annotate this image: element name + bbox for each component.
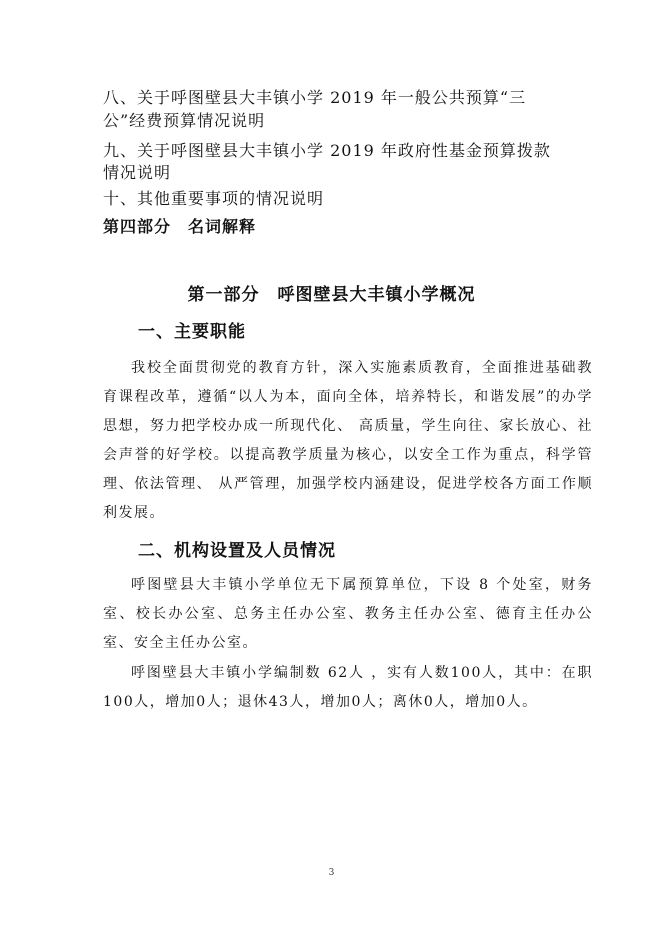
section-1-heading: 一、主要职能 xyxy=(138,322,246,342)
part-1-title: 第一部分 呼图壁县大丰镇小学概况 xyxy=(187,285,476,305)
toc-part-4: 第四部分 名词解释 xyxy=(103,217,257,236)
toc-item-8-line1: 八、关于呼图壁县大丰镇小学 2019 年一般公共预算“三 xyxy=(103,88,527,107)
toc-item-9-line2: 情况说明 xyxy=(103,163,172,182)
toc-item-8-line2: 公”经费预算情况说明 xyxy=(103,111,266,130)
section-2-heading: 二、机构设置及人员情况 xyxy=(138,541,336,561)
page-number: 3 xyxy=(328,868,335,878)
section-1-body: 我校全面贯彻党的教育方针，深入实施素质教育，全面推进基础教育课程改革，遵循“以人为本，面向全体，培养特长，和谐发展”的办学思想，努力把学校办成一所现代化、 高质量，学生向往、家长放心、社会声誉的好学校。以提高教学质量为核心，以安全工作为重点，科学管理、依法管理、 从严管理，加强学校内涵建设，促进学校各方面工作顺利发展。 xyxy=(103,360,593,521)
toc-item-10: 十、其他重要事项的情况说明 xyxy=(103,189,325,208)
section-2-body-2: 呼图壁县大丰镇小学编制数 62人 ，实有人数100人，其中：在职100人，增加0人；退休43人，增加0人；离休0人，增加0人。 xyxy=(103,665,593,710)
section-2-body-1: 呼图壁县大丰镇小学单位无下属预算单位，下设 8 个处室，财务室、校长办公室、总务主任办公室、教务主任办公室、德育主任办公室、安全主任办公室。 xyxy=(103,577,593,651)
toc-item-9-line1: 九、关于呼图壁县大丰镇小学 2019 年政府性基金预算拨款 xyxy=(103,141,551,160)
